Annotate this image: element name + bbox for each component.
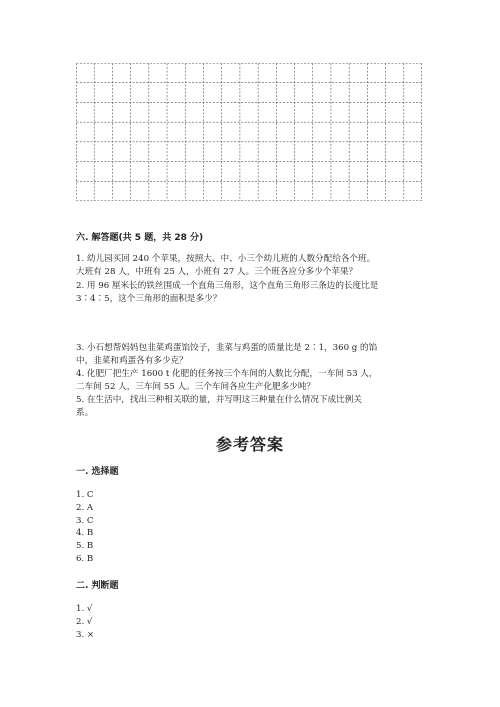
choice-section-title: 一. 选择题: [76, 467, 119, 477]
question-2-line-1: 2. 用 96 厘米长的铁丝围成一个直角三角形，这个直角三角形三条边的长度比是: [76, 281, 379, 291]
question-3-line-2: 中，韭菜和鸡蛋各有多少克？: [76, 356, 188, 366]
section-title: 六. 解答题(共 5 题，共 28 分): [76, 233, 204, 243]
answer-heading: 参考答案: [215, 435, 284, 454]
choice-answer: 3. C: [76, 515, 94, 526]
question-3-line-1: 3. 小石想帮妈妈包韭菜鸡蛋馅饺子，韭菜与鸡蛋的质量比是 2∶1，360 g 的馅: [76, 343, 378, 353]
question-4-line-1: 4. 化肥厂把生产 1600 t 化肥的任务按三个车间的人数比分配，一车间 53 人，: [76, 369, 378, 379]
choice-answer-list: [76, 489, 94, 566]
choice-answer: 6. B: [76, 553, 94, 564]
judge-answer: 2. √: [76, 616, 93, 627]
question-5-line-1: 5. 在生活中，找出三种相关联的量，并写明这三种量在什么情况下成比例关: [76, 395, 362, 405]
question-4-line-2: 二车间 52 人，三车间 55 人。三个车间各应生产化肥多少吨？: [76, 382, 316, 392]
choice-answer: 5. B: [76, 541, 94, 552]
judge-answer: 1. √: [76, 604, 93, 614]
judge-section-title: 二. 判断题: [76, 581, 119, 591]
answer-grid: [76, 63, 422, 201]
choice-answer: 4. B: [76, 528, 94, 539]
choice-answer: 1. C: [76, 490, 94, 500]
judge-answer-list: [76, 603, 94, 641]
question-5-line-2: 系。: [76, 408, 94, 418]
question-1-line-1: 1. 幼儿园买回 240 个苹果，按照大、中、小三个幼儿班的人数分配给各个班。: [76, 254, 376, 264]
question-1-line-2: 大班有 28 人，中班有 25 人，小班有 27 人。三个班各应分多少个苹果？: [76, 267, 358, 277]
judge-answer: 3. ×: [76, 629, 95, 640]
question-2-line-2: 3∶4∶5，这个三角形的面积是多少？: [76, 294, 222, 304]
choice-answer: 2. A: [76, 502, 94, 513]
grid-lines: [76, 63, 422, 201]
